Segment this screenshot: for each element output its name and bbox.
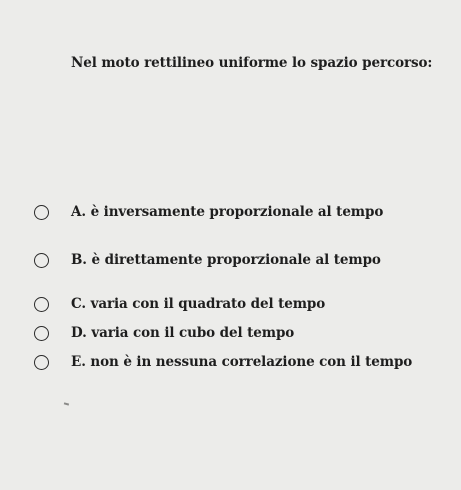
radio-button-e[interactable] bbox=[34, 355, 49, 370]
answer-option-e[interactable] bbox=[34, 351, 412, 373]
answer-option-a-label: A. è inversamente proporzionale al tempo bbox=[71, 204, 384, 220]
answer-option-e-label: E. non è in nessuna correlazione con il tempo bbox=[71, 354, 413, 370]
radio-button-a[interactable] bbox=[34, 205, 49, 220]
answer-option-c-label: C. varia con il quadrato del tempo bbox=[71, 296, 326, 312]
question-text: Nel moto rettilineo uniforme lo spazio percorso: bbox=[71, 55, 433, 71]
answer-option-b-label: B. è direttamente proporzionale al tempo bbox=[71, 252, 381, 268]
radio-button-c[interactable] bbox=[34, 297, 49, 312]
answer-option-c[interactable] bbox=[34, 293, 325, 315]
stray-mark bbox=[64, 402, 69, 405]
answer-option-b[interactable] bbox=[34, 249, 381, 271]
answer-option-a[interactable] bbox=[34, 201, 383, 223]
radio-button-b[interactable] bbox=[34, 253, 49, 268]
radio-button-d[interactable] bbox=[34, 326, 49, 341]
answer-option-d-label: D. varia con il cubo del tempo bbox=[71, 325, 295, 341]
answer-option-d[interactable] bbox=[34, 322, 294, 344]
